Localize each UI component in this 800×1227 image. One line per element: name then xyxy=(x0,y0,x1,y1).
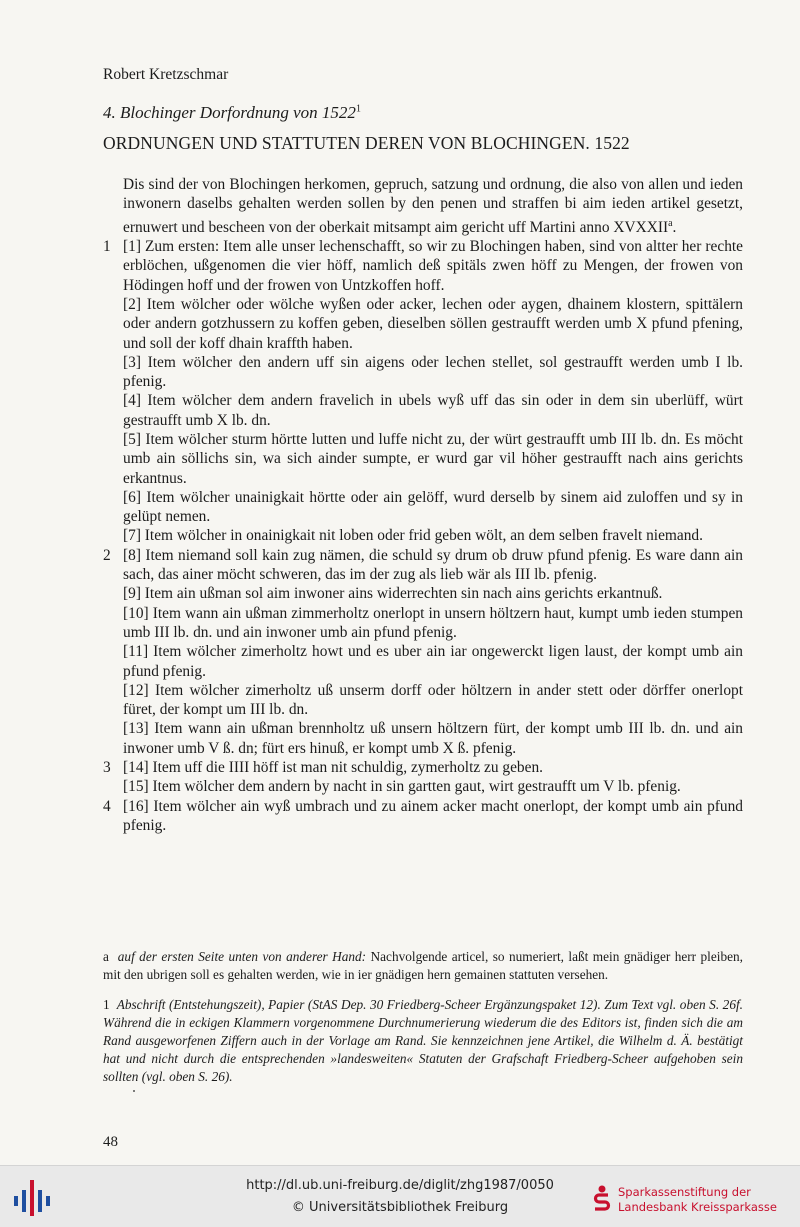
paragraph-text: [10] Item wann ain ußman zimmerholtz onerlopt in unsern höltzern haut, kumpt umb ieden stumpen umb III lb. dn. und ain inwoner umb ain pfund pfenig. xyxy=(123,604,743,641)
paragraph-text: [4] Item wölcher dem andern fravelich in ubels wyß uff das sin oder in dem sin uberlüff, würt gestraufft umb X lb. dn. xyxy=(123,392,743,429)
paragraph xyxy=(103,777,743,796)
paragraph xyxy=(103,797,743,836)
paragraph-text: [7] Item wölcher in onainigkait nit loben oder frid geben wölt, an dem selben fravelt niemand. xyxy=(123,527,703,545)
speck-mark xyxy=(133,1090,135,1092)
paragraph xyxy=(103,526,743,545)
document-title: ORDNUNGEN UND STATTUTEN DEREN VON BLOCHINGEN. 1522 xyxy=(103,133,630,153)
running-header-author: Robert Kretzschmar xyxy=(103,66,229,83)
paragraph xyxy=(103,391,743,430)
footnote-1 xyxy=(103,996,743,1086)
margin-number: 4 xyxy=(103,797,111,815)
margin-number: 2 xyxy=(103,546,111,564)
paragraph-intro xyxy=(103,175,743,237)
subtitle-footnote-mark: 1 xyxy=(355,103,361,115)
paragraph xyxy=(103,430,743,488)
footnote-a-text: Nachvolgende articel, so numeriert, laßt mein gnädiger herr pleiben, mit den ubrigen soll es gehalten werden, wie in ier gnädigen hern gemainen stattuten versehen. xyxy=(103,949,743,982)
paragraph-text: [16] Item wölcher ain wyß umbrach und zu ainem acker macht onerlopt, der kompt umb ain pfund pfenig. xyxy=(123,797,743,834)
paragraph xyxy=(103,546,743,585)
paragraph-text: [11] Item wölcher zimerholtz howt und es uber ain iar ongewerckt ligen laust, der kompt umb ain pfund pfenig. xyxy=(123,643,743,680)
sponsor-line-1: Sparkassenstiftung der xyxy=(618,1185,751,1199)
footnote-1-mark: 1 xyxy=(103,997,110,1012)
paragraph xyxy=(103,642,743,681)
paragraph-text: [15] Item wölcher dem andern by nacht in sin gartten gaut, wirt gestraufft um V lb. pfenig. xyxy=(123,778,681,796)
paragraph-text: [9] Item ain ußman sol aim inwoner ains widerrechten sin nach ains gerichts erkantnuß. xyxy=(123,585,663,603)
paragraph-text: [5] Item wölcher sturm hörtte lutten und luffe nicht zu, der würt gestraufft umb III lb. dn. Es möcht umb ain söllichs sin, wa sich ainder sumpte, er wurd gar vil höher gestraufft nach ains gerichts erkantnus. xyxy=(123,430,743,487)
paragraph xyxy=(103,488,743,527)
paragraph xyxy=(103,237,743,295)
section-subtitle xyxy=(103,103,361,123)
sponsor-text xyxy=(618,1185,777,1215)
footnote-mark: a xyxy=(668,217,673,229)
paragraph-text: [3] Item wölcher den andern uff sin aigens oder lechen stellet, sol gestraufft werden umb I lb. pfenig. xyxy=(123,353,743,391)
page-number: 48 xyxy=(103,1134,118,1150)
paragraph xyxy=(103,604,743,643)
sponsor-block xyxy=(592,1180,797,1220)
paragraph xyxy=(103,681,743,720)
paragraph xyxy=(103,719,743,758)
paragraph-end: . xyxy=(672,218,677,236)
paragraph-text: [14] Item uff die IIII höff ist man nit schuldig, zymerholtz zu geben. xyxy=(123,759,543,777)
footnote-a xyxy=(103,948,743,984)
paragraph-text: [13] Item wann ain ußman brennholtz uß unsern höltzern fürt, der kompt umb III lb. dn. und ain inwoner umb V ß. dn; fürt ers hinuß, er kompt umb X ß. pfenig. xyxy=(123,720,743,757)
paragraph-text: [1] Zum ersten: Item alle unser lechenschafft, so wir zu Blochingen haben, sind von altter her rechte erblöchen, ußgenomen die vier höff, namlich deß spitäls zwen höff zu Mengen, der frowen von Hödingen hoff und der frowen von Untzkoffen hoff. xyxy=(123,238,743,294)
paragraph xyxy=(103,584,743,603)
paragraph-text: [6] Item wölcher unainigkait hörtte oder ain gelöff, wurd derselb by sinem aid zuloffen und sy in gelüpt nemen. xyxy=(123,488,743,526)
footnote-1-text: Abschrift (Entstehungszeit), Papier (StAS Dep. 30 Friedberg-Scheer Ergänzungspaket 12). Zum Text vgl. oben S. 26f. Während die in eckigen Klammern vorgenommene Durchnumerierung wiederum die des Editors ist, finden sich die am Rand ausgeworfenen Ziffern auch in der Vorlage am Rand. Sie kennzeichnen jene Artikel, die Wilhelm d. Ä. bestätigt hat und nicht durch die entsprechenden »landesweiten« Statuten der Grafschaft Friedberg-Scheer aufgehoben sein sollten (vgl. oben S. 26). xyxy=(103,997,743,1084)
sparkasse-logo-icon xyxy=(592,1184,612,1214)
footnote-a-mark: a xyxy=(103,949,109,964)
subtitle-text: 4. Blochinger Dorfordnung von 1522 xyxy=(103,103,356,122)
paragraph xyxy=(103,353,743,392)
copyright-text: © Universitätsbibliothek Freiburg xyxy=(291,1200,509,1215)
paragraph-text: [12] Item wölcher zimerholtz uß unserm dorff oder höltzern in ander stett oder dörffer onerlopt füret, der kompt um III lb. dn. xyxy=(123,681,743,719)
paragraph xyxy=(103,758,743,777)
footnote-a-italic: auf der ersten Seite unten von anderer Hand: xyxy=(117,949,367,964)
margin-number: 1 xyxy=(103,238,111,256)
document-url-link[interactable]: http://dl.ub.uni-freiburg.de/diglit/zhg1987/0050 xyxy=(246,1178,554,1193)
paragraph xyxy=(103,295,743,353)
paragraph-text: [2] Item wölcher oder wölche wyßen oder acker, lechen oder aygen, dhainem klostern, spittälern oder andern gotzhussern zu koffen geben, dieselben söllen gestraufft werden umb X pfund pfening, und soll der koff dhain kraffth haben. xyxy=(123,295,743,352)
margin-number: 3 xyxy=(103,759,111,777)
paragraph-text: [8] Item niemand soll kain zug nämen, die schuld sy drum ob druw pfund pfenig. Es ware dann ain sach, das ainer möcht schweren, das im der zug als lieb wär als III lb. pfenig. xyxy=(123,546,743,584)
viewer-footer xyxy=(0,1165,800,1227)
sponsor-line-2: Landesbank Kreissparkasse xyxy=(618,1200,777,1214)
document-body xyxy=(103,175,743,835)
paragraph-text: Dis sind der von Blochingen herkomen, gepruch, satzung und ordnung, die also von allen und ieden inwonern daselbs gehalten werden sollen by den penen und straffen bi aim ieden artikel gesetzt, ernuwert und bescheen von der oberkait mitsampt aim gericht uff Martini anno XVXXII xyxy=(123,176,743,236)
